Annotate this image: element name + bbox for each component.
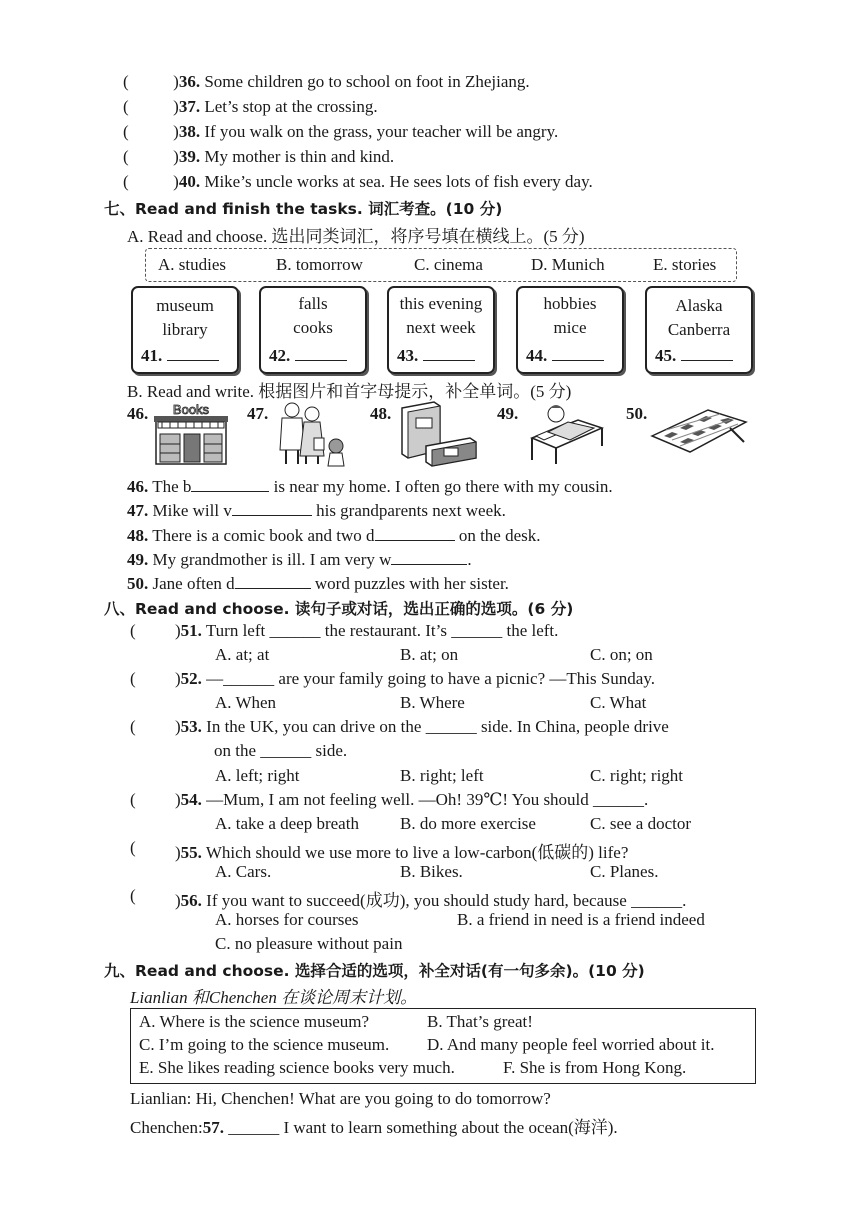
paren-open: ( xyxy=(123,72,129,91)
option-c[interactable]: C. see a doctor xyxy=(590,814,692,833)
part-b-instruction: B. Read and write. 根据图片和首字母提示，补全单词。(5 分) xyxy=(127,382,572,401)
visit-grandparents-picture xyxy=(270,400,352,468)
word-group-box: this evening next week 43. xyxy=(387,286,495,374)
ill-grandmother-picture xyxy=(528,398,606,466)
option-c[interactable]: C. right; right xyxy=(590,766,684,785)
option-b[interactable]: B. a friend in need is a friend indeed xyxy=(457,910,705,929)
answer-blank[interactable] xyxy=(681,344,733,361)
option-b[interactable]: B. do more exercise xyxy=(400,814,536,833)
dialogue-option: D. And many people feel worried about it. xyxy=(427,1035,715,1054)
bookshop-picture xyxy=(152,400,230,466)
dialogue-option: A. Where is the science museum? xyxy=(139,1012,370,1031)
option-a[interactable]: A. horses for courses xyxy=(215,910,359,929)
answer-blank[interactable] xyxy=(423,344,475,361)
fill-line: 47. Mike will v his grandparents next week. xyxy=(127,501,506,520)
answer-blank[interactable] xyxy=(191,475,269,492)
option-c[interactable]: C. no pleasure without pain xyxy=(215,934,403,953)
picture-label: 46. xyxy=(127,404,149,423)
dialogue-option: F. She is from Hong Kong. xyxy=(503,1058,687,1077)
answer-blank[interactable] xyxy=(235,572,311,589)
option-a[interactable]: A. Cars. xyxy=(215,862,272,881)
answer-blank[interactable] xyxy=(295,344,347,361)
option-c[interactable]: C. Planes. xyxy=(590,862,659,881)
option-b[interactable]: B. right; left xyxy=(400,766,484,785)
dialogue-option: B. That’s great! xyxy=(427,1012,533,1031)
word-puzzle-picture xyxy=(650,406,750,458)
word-group-box: falls cooks 42. xyxy=(259,286,367,374)
word-bank-option: D. Munich xyxy=(531,255,605,274)
picture-label: 50. xyxy=(626,404,648,423)
answer-blank[interactable] xyxy=(391,548,467,565)
word-group-box: museum library 41. xyxy=(131,286,239,374)
answer-blank[interactable] xyxy=(167,344,219,361)
dialogue-options-box xyxy=(130,1008,756,1084)
word-group-box: hobbies mice 44. xyxy=(516,286,624,374)
answer-blank[interactable] xyxy=(232,499,312,516)
answer-blank[interactable]: ______ xyxy=(228,1118,280,1137)
answer-blank[interactable] xyxy=(375,524,455,541)
tf-row: ( )39. My mother is thin and kind. xyxy=(123,147,395,166)
option-a[interactable]: A. take a deep breath xyxy=(215,814,359,833)
svg-text:Books: Books xyxy=(172,402,210,417)
dialogue-line: Chenchen:57. ______ I want to learn something about the ocean(海洋). xyxy=(130,1118,618,1137)
picture-label: 49. xyxy=(497,404,519,423)
tf-row: ( )37. Let’s stop at the crossing. xyxy=(123,97,378,116)
fill-line: 46. The b is near my home. I often go there with my cousin. xyxy=(127,477,613,496)
picture-label: 48. xyxy=(370,404,392,423)
fill-line: 50. Jane often d word puzzles with her sister. xyxy=(127,574,509,593)
word-bank-option: B. tomorrow xyxy=(276,255,363,274)
dictionaries-picture xyxy=(396,400,480,468)
tf-row: ( )40. Mike’s uncle works at sea. He sees lots of fish every day. xyxy=(123,172,593,191)
word-group-box: Alaska Canberra 45. xyxy=(645,286,753,374)
word-bank-option: E. stories xyxy=(653,255,717,274)
tf-row: ( )38. If you walk on the grass, your teacher will be angry. xyxy=(123,122,559,141)
tf-row: ( )36. Some children go to school on foot in Zhejiang. xyxy=(123,72,530,91)
option-a[interactable]: A. left; right xyxy=(215,766,300,785)
word-bank xyxy=(145,248,737,282)
option-b[interactable]: B. at; on xyxy=(400,645,459,664)
option-c[interactable]: C. on; on xyxy=(590,645,653,664)
question-text: Some children go to school on foot in Zhejiang. xyxy=(204,72,530,91)
section-7-title: 七、Read and finish the tasks. 词汇考查。(10 分) xyxy=(104,200,503,218)
part-a-instruction: A. Read and choose. 选出同类词汇，将序号填在横线上。(5 分) xyxy=(127,227,585,246)
option-a[interactable]: A. When xyxy=(215,693,277,712)
fill-line: 48. There is a comic book and two d on the desk. xyxy=(127,526,541,545)
answer-blank[interactable] xyxy=(552,344,604,361)
word-bank-option: A. studies xyxy=(158,255,226,274)
word-bank-option: C. cinema xyxy=(414,255,483,274)
picture-label: 47. xyxy=(247,404,269,423)
option-a[interactable]: A. at; at xyxy=(215,645,270,664)
fill-line: 49. My grandmother is ill. I am very w . xyxy=(127,550,472,569)
section-8-title: 八、Read and choose. 读句子或对话，选出正确的选项。(6 分) xyxy=(104,600,574,618)
option-b[interactable]: B. Where xyxy=(400,693,465,712)
question-number: 36. xyxy=(178,72,201,91)
section-9-title: 九、Read and choose. 选择合适的选项，补全对话(有一句多余)。(10 分) xyxy=(104,962,645,980)
dialogue-option: C. I’m going to the science museum. xyxy=(139,1035,390,1054)
option-c[interactable]: C. What xyxy=(590,693,647,712)
dialogue-option: E. She likes reading science books very much. xyxy=(139,1058,455,1077)
section-9-intro: Lianlian 和Chenchen 在谈论周末计划。 xyxy=(130,988,418,1007)
option-b[interactable]: B. Bikes. xyxy=(400,862,463,881)
dialogue-line: Lianlian: Hi, Chenchen! What are you going to do tomorrow? xyxy=(130,1089,551,1108)
